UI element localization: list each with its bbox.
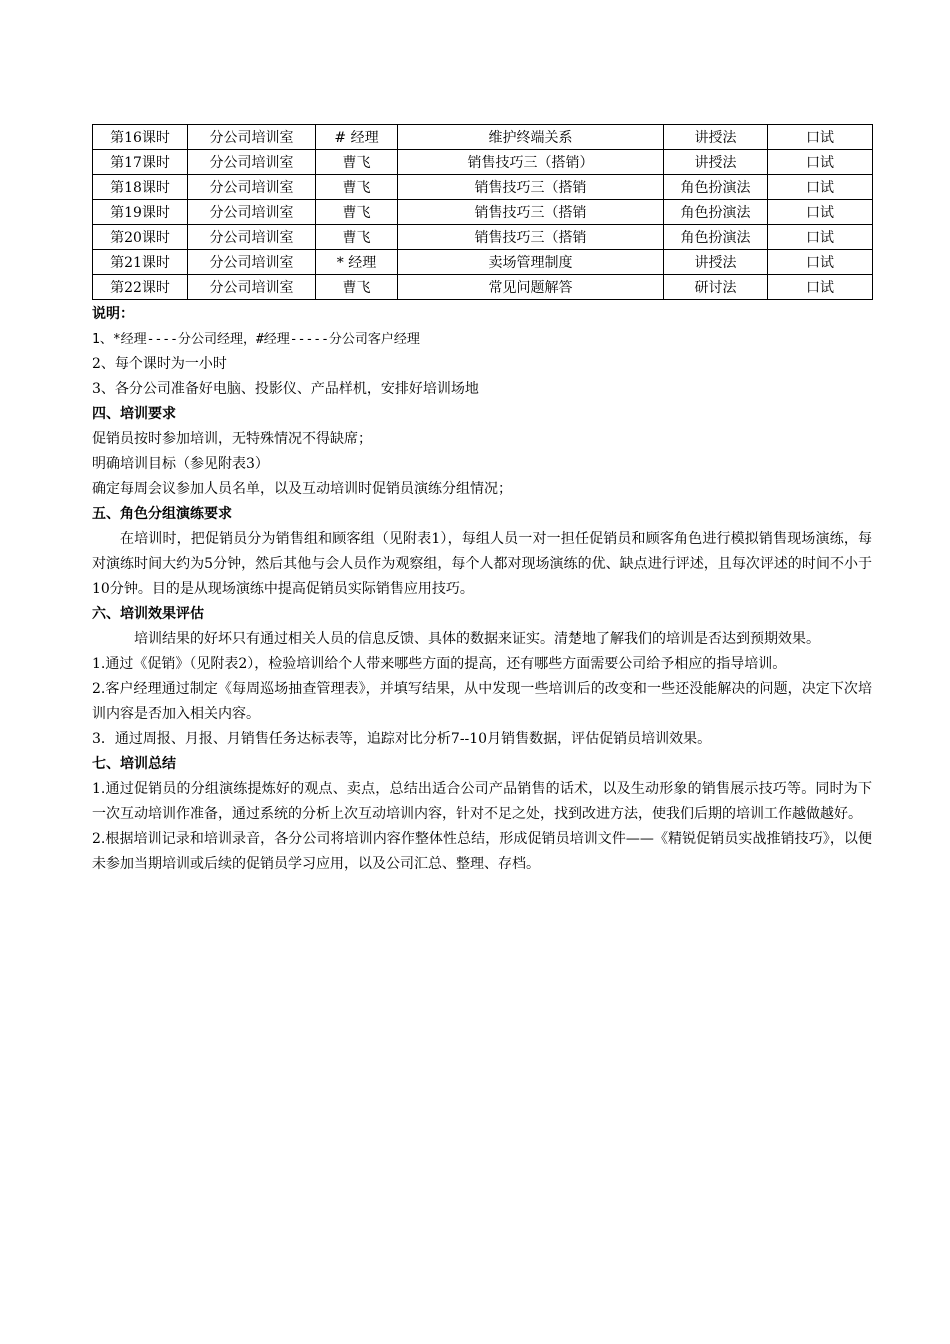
table-row [93,150,873,175]
place-cell: 分公司培训室 [188,200,316,225]
method-cell: 讲授法 [664,250,768,275]
exam-cell: 口试 [768,275,873,300]
session-cell: 第21课时 [93,250,188,275]
place-cell: 分公司培训室 [188,250,316,275]
topic-cell: 维护终端关系 [398,125,664,150]
trainer-cell: # 经理 [316,125,398,150]
method-cell: 角色扮演法 [664,175,768,200]
trainer-cell: 曹飞 [316,150,398,175]
summary-item: 1.通过促销员的分组演练提炼好的观点、卖点，总结出适合公司产品销售的话术，以及生动形象的销售展示技巧等。同时为下一次互动培训作准备，通过系统的分析上次互动培训内容，针对不足之处，找到改进方法，使我们后期的培训工作越做越好。 [92,781,872,822]
session-cell: 第17课时 [93,150,188,175]
method-cell: 研讨法 [664,275,768,300]
method-cell: 讲授法 [664,125,768,150]
topic-cell: 销售技巧三（搭销） [398,150,664,175]
note-item: 2、每个课时为一小时 [92,356,227,372]
method-cell: 角色扮演法 [664,200,768,225]
topic-cell: 销售技巧三（搭销 [398,175,664,200]
exam-cell: 口试 [768,200,873,225]
method-cell: 讲授法 [664,150,768,175]
session-cell: 第19课时 [93,200,188,225]
notes-section [92,302,872,402]
topic-cell: 常见问题解答 [398,275,664,300]
requirement-line: 促销员按时参加培训，无特殊情况不得缺席； [92,431,372,447]
exam-cell: 口试 [768,250,873,275]
document-page [92,124,872,877]
evaluation-intro: 培训结果的好坏只有通过相关人员的信息反馈、具体的数据来证实。清楚地了解我们的培训是否达到预期效果。 [134,631,820,647]
summary-item: 2.根据培训记录和培训录音，各分公司将培训内容作整体性总结，形成促销员培训文件——《精锐促销员实战推销技巧》，以便未参加当期培训或后续的促销员学习应用，以及公司汇总、整理、存档。 [92,831,872,872]
section-heading: 七、培训总结 [92,756,176,772]
role-play-paragraph: 在培训时，把促销员分为销售组和顾客组（见附表1），每组人员一对一担任促销员和顾客角色进行模拟销售现场演练，每对演练时间大约为5分钟，然后其他与会人员作为观察组，每个人都对现场演练的优、缺点进行评述，且每次评述的时间不小于10分钟。目的是从现场演练中提高促销员实际销售应用技巧。 [92,531,872,597]
evaluation-item: 1.通过《促销》（见附表2），检验培训给个人带来哪些方面的提高，还有哪些方面需要公司给予相应的指导培训。 [92,656,787,672]
section-heading: 四、培训要求 [92,406,176,422]
table-row [93,200,873,225]
exam-cell: 口试 [768,125,873,150]
table-row [93,175,873,200]
training-schedule-table [92,124,873,300]
requirement-line: 明确培训目标（参见附表3） [92,456,269,472]
session-cell: 第20课时 [93,225,188,250]
session-cell: 第18课时 [93,175,188,200]
section-training-requirements [92,402,872,502]
requirement-line: 确定每周会议参加人员名单，以及互动培训时促销员演练分组情况； [92,481,512,497]
place-cell: 分公司培训室 [188,225,316,250]
place-cell: 分公司培训室 [188,125,316,150]
section-summary [92,752,872,877]
note-item: 3、各分公司准备好电脑、投影仪、产品样机，安排好培训场地 [92,381,479,397]
section-heading: 五、角色分组演练要求 [92,506,232,522]
topic-cell: 销售技巧三（搭销 [398,225,664,250]
table-row [93,275,873,300]
notes-heading: 说明： [92,306,134,322]
trainer-cell: * 经理 [316,250,398,275]
trainer-cell: 曹飞 [316,225,398,250]
table-row [93,225,873,250]
topic-cell: 销售技巧三（搭销 [398,200,664,225]
table-row [93,250,873,275]
evaluation-item: 2.客户经理通过制定《每周巡场抽查管理表》，并填写结果，从中发现一些培训后的改变和一些还没能解决的问题，决定下次培训内容是否加入相关内容。 [92,681,872,722]
table-row [93,125,873,150]
trainer-cell: 曹飞 [316,175,398,200]
method-cell: 角色扮演法 [664,225,768,250]
place-cell: 分公司培训室 [188,275,316,300]
session-cell: 第22课时 [93,275,188,300]
trainer-cell: 曹飞 [316,275,398,300]
note-item: 1、*经理----分公司经理，#经理-----分公司客户经理 [92,332,420,347]
place-cell: 分公司培训室 [188,150,316,175]
exam-cell: 口试 [768,225,873,250]
exam-cell: 口试 [768,150,873,175]
evaluation-item: 3．通过周报、月报、月销售任务达标表等，追踪对比分析7--10月销售数据，评估促销员培训效果。 [92,731,712,747]
section-heading: 六、培训效果评估 [92,606,204,622]
topic-cell: 卖场管理制度 [398,250,664,275]
place-cell: 分公司培训室 [188,175,316,200]
session-cell: 第16课时 [93,125,188,150]
section-role-play [92,502,872,602]
section-evaluation [92,602,872,752]
trainer-cell: 曹飞 [316,200,398,225]
exam-cell: 口试 [768,175,873,200]
